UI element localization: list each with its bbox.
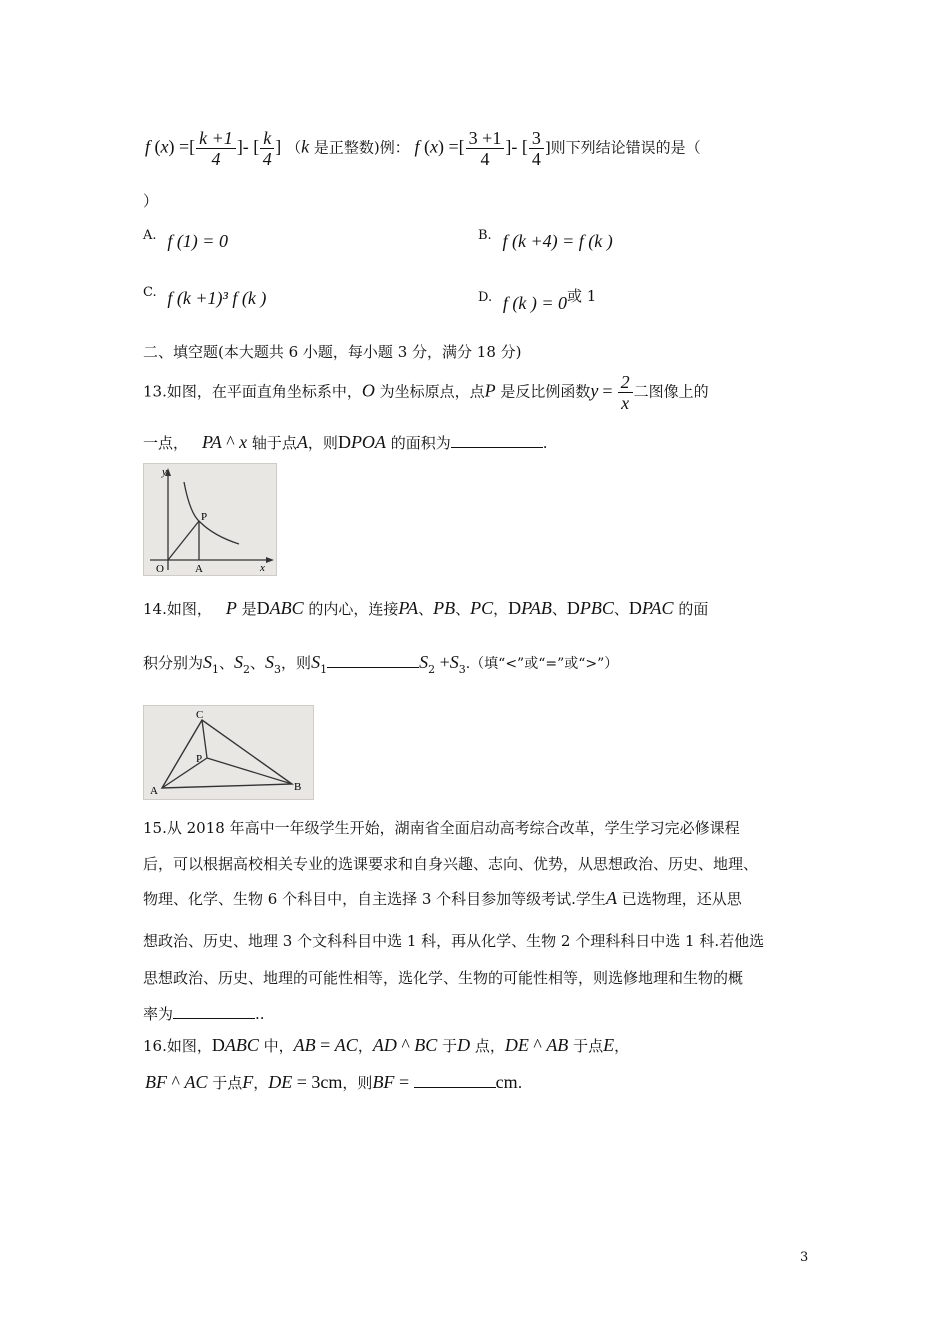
hyperbola-graph: [144, 464, 276, 575]
svg-text:A: A: [195, 563, 203, 575]
q15-line1: 15.从 2018 年高中一年级学生开始，湖南省全面启动高考综合改革，学生学习完必修课程: [143, 819, 740, 837]
option-c: C. f (k +1)³ f (k ): [143, 285, 267, 308]
svg-text:x: x: [260, 562, 265, 574]
fraction: $\frac{2}{x}$: [618, 372, 633, 413]
svg-text:O: O: [156, 563, 164, 575]
triangle-diagram: [144, 706, 313, 799]
svg-text:B: B: [294, 781, 302, 793]
q13-line2: 一点， PA ^ x 轴于点A，则DPOA 的面积为 .: [143, 432, 548, 452]
svg-text:P: P: [201, 511, 208, 523]
q12-paren-close: ）: [143, 192, 159, 210]
fraction: $\frac{k}{4}$: [260, 128, 274, 169]
q16-line2: BF ^ AC 于点F，DE = 3cm，则BF = cm.: [145, 1072, 523, 1092]
option-d: D. f (k ) = 0或 1: [478, 287, 597, 313]
fraction: $\frac{3 +1}{4}$: [466, 128, 505, 169]
q15-line3: 物理、化学、生物 6 个科目中，自主选择 3 个科目参加等级考试.学生A 已选物理，还从思: [143, 888, 742, 908]
q16-line1: 16.如图，DABC 中，AB = AC，AD ^ BC 于D 点，DE ^ AB 于点E，: [143, 1035, 630, 1055]
q12-line: f (x) =[ $\frac{k +1}{4}$ ]- [ $\frac{k}{4}$ ] （k 是正整数)例： f (x) =[ $\frac{3 +1}{4}$ ]- [ $\frac{3}{4}$ ]则下列结论错误的是（: [145, 128, 701, 169]
q15-line5: 思想政治、历史、地理的可能性相等，选化学、生物的可能性相等，则选修地理和生物的概: [143, 969, 744, 987]
page-number: 3: [800, 1250, 809, 1265]
fraction: $\frac{k +1}{4}$: [196, 128, 236, 169]
q14-line2: 积分别为$S_1$、$S_2$、$S_3$，则$S_1$ $S_2 +S_3$.（填“<”或“=”或“>”）: [143, 652, 619, 676]
figure-hyperbola: [143, 463, 277, 576]
section-heading: 二、填空题(本大题共 6 小题，每小题 3 分，满分 18 分): [143, 343, 522, 361]
answer-blank: [327, 659, 419, 668]
svg-text:y: y: [162, 466, 167, 478]
answer-blank: [451, 433, 543, 448]
answer-blank: [173, 1004, 255, 1019]
answer-blank: [414, 1073, 496, 1088]
svg-text:P: P: [196, 753, 203, 765]
option-a: A. f (1) = 0: [143, 228, 228, 251]
fraction: $\frac{3}{4}$: [529, 128, 544, 169]
q15-line2: 后，可以根据高校相关专业的选课要求和自身兴趣、志向、优势，从思想政治、历史、地理、: [143, 855, 759, 873]
q13-line1: 13.如图，在平面直角坐标系中，O 为坐标原点，点P 是反比例函数y = $\frac{2}{x}$ 二图像上的: [143, 372, 709, 413]
q14-line1: 14.如图， P 是DABC 的内心，连接PA、PB、PC，DPAB、DPBC、DPAC 的面: [143, 598, 709, 618]
figure-triangle: [143, 705, 314, 800]
option-b: B. f (k +4) = f (k ): [478, 228, 613, 251]
q15-line4: 想政治、历史、地理 3 个文科科目中选 1 科，再从化学、生物 2 个理科科日中选 1 科.若他选: [143, 932, 765, 950]
svg-text:A: A: [150, 785, 158, 797]
q15-line6: 率为 ..: [143, 1005, 265, 1023]
svg-text:C: C: [196, 709, 204, 721]
